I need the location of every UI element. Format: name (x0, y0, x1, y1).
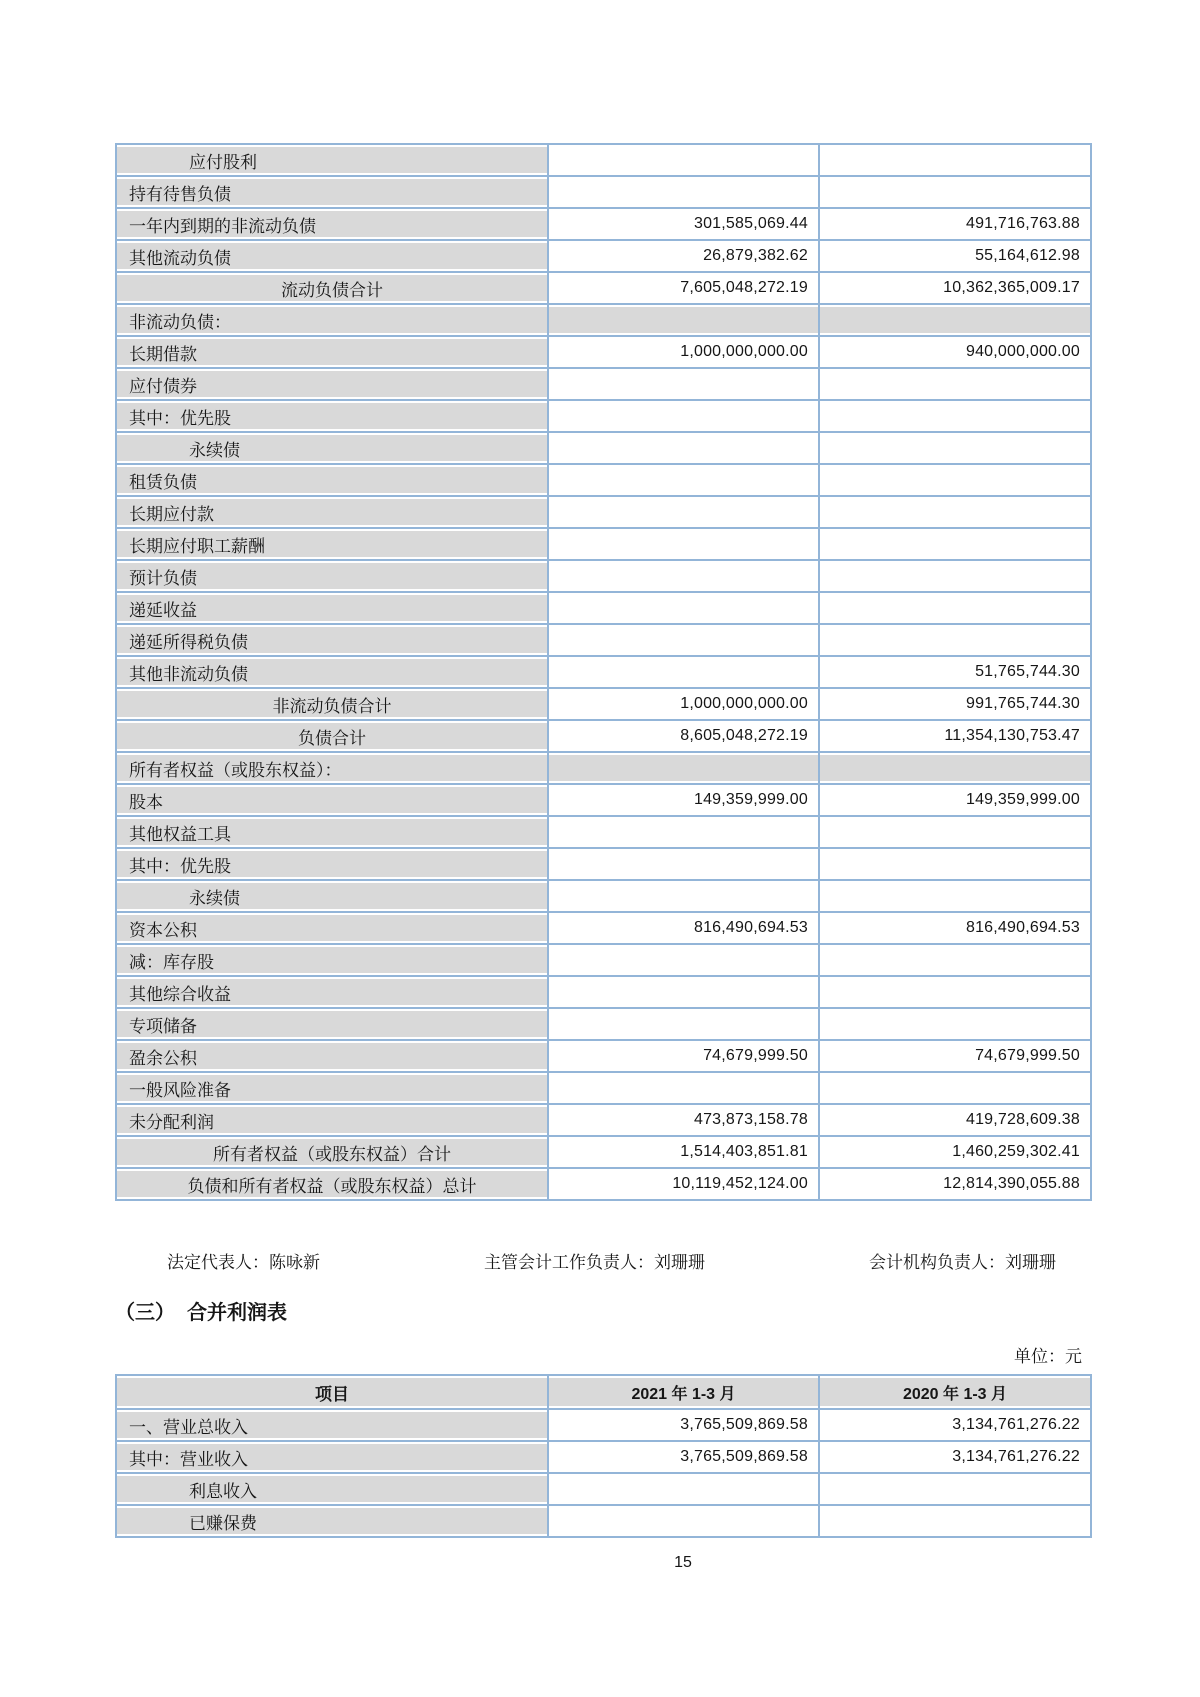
row-label-cell: 其中：优先股 (116, 848, 548, 880)
page-number: 15 (674, 1554, 692, 1571)
table-row (116, 1104, 1091, 1136)
row-label-cell: 持有待售负债 (116, 176, 548, 208)
table-row (116, 336, 1091, 368)
row-label-cell: 其他非流动负债 (116, 656, 548, 688)
row-label-cell: 所有者权益（或股东权益）： (116, 752, 548, 784)
table-row (116, 784, 1091, 816)
row-label-cell: 租赁负债 (116, 464, 548, 496)
row-label-cell: 流动负债合计 (116, 272, 548, 304)
value-cell-col2: 419,728,609.38 (819, 1104, 1091, 1136)
table-row (116, 1008, 1091, 1040)
value-cell-col2 (819, 848, 1091, 880)
value-cell-col1: 8,605,048,272.19 (548, 720, 819, 752)
value-cell-col2 (819, 368, 1091, 400)
table-row (116, 496, 1091, 528)
row-label-cell: 递延收益 (116, 592, 548, 624)
value-cell-col2: 51,765,744.30 (819, 656, 1091, 688)
value-cell-col1 (548, 1505, 819, 1537)
row-label-cell: 长期借款 (116, 336, 548, 368)
value-cell-col1: 7,605,048,272.19 (548, 272, 819, 304)
value-cell-col1 (548, 1473, 819, 1505)
value-cell-col1: 10,119,452,124.00 (548, 1168, 819, 1200)
row-label-cell: 专项储备 (116, 1008, 548, 1040)
value-cell-col2: 991,765,744.30 (819, 688, 1091, 720)
value-cell-col1 (548, 752, 819, 784)
value-cell-col1: 26,879,382.62 (548, 240, 819, 272)
table-row (116, 624, 1091, 656)
table-row (116, 400, 1091, 432)
value-cell-col1 (548, 624, 819, 656)
table-row (116, 240, 1091, 272)
table-row (116, 1040, 1091, 1072)
table-row (116, 1409, 1091, 1441)
row-label-cell: 盈余公积 (116, 1040, 548, 1072)
section-heading (115, 1296, 287, 1325)
value-cell-col1 (548, 976, 819, 1008)
row-label-cell: 应付股利 (116, 144, 548, 176)
row-label-cell: 其中：营业收入 (116, 1441, 548, 1473)
section-title: 合并利润表 (187, 1302, 287, 1324)
table-row (116, 816, 1091, 848)
row-label-cell: 未分配利润 (116, 1104, 548, 1136)
value-cell-col1 (548, 432, 819, 464)
row-label-cell: 永续债 (116, 432, 548, 464)
value-cell-col1 (548, 656, 819, 688)
row-label-cell: 一、营业总收入 (116, 1409, 548, 1441)
value-cell-col1 (548, 400, 819, 432)
table-row (116, 848, 1091, 880)
value-cell-col2 (819, 1008, 1091, 1040)
value-cell-col1: 473,873,158.78 (548, 1104, 819, 1136)
value-cell-col2 (819, 464, 1091, 496)
value-cell-col2 (819, 592, 1091, 624)
value-cell-col1: 1,000,000,000.00 (548, 336, 819, 368)
row-label-cell: 一般风险准备 (116, 1072, 548, 1104)
value-cell-col2 (819, 496, 1091, 528)
value-cell-col2 (819, 432, 1091, 464)
row-label-cell: 其他流动负债 (116, 240, 548, 272)
value-cell-col2 (819, 976, 1091, 1008)
column-header-period: 2021 年 1-3 月 (548, 1375, 819, 1409)
column-header-period: 2020 年 1-3 月 (819, 1375, 1091, 1409)
value-cell-col2: 940,000,000.00 (819, 336, 1091, 368)
table-row (116, 720, 1091, 752)
table-row (116, 144, 1091, 176)
legal-representative: 法定代表人：陈咏新 (167, 1253, 320, 1272)
row-label-cell: 负债和所有者权益（或股东权益）总计 (116, 1168, 548, 1200)
table-row (116, 1072, 1091, 1104)
value-cell-col1 (548, 816, 819, 848)
value-cell-col1 (548, 880, 819, 912)
value-cell-col2: 816,490,694.53 (819, 912, 1091, 944)
table-row (116, 944, 1091, 976)
value-cell-col1 (548, 1008, 819, 1040)
table-row (116, 1441, 1091, 1473)
row-label-cell: 减：库存股 (116, 944, 548, 976)
table-row (116, 1505, 1091, 1537)
table-row (116, 272, 1091, 304)
value-cell-col1 (548, 560, 819, 592)
table-row (116, 688, 1091, 720)
value-cell-col2: 12,814,390,055.88 (819, 1168, 1091, 1200)
row-label-cell: 一年内到期的非流动负债 (116, 208, 548, 240)
unit-note: 单位：元 (1014, 1347, 1082, 1366)
value-cell-col2: 10,362,365,009.17 (819, 272, 1091, 304)
value-cell-col1: 1,514,403,851.81 (548, 1136, 819, 1168)
value-cell-col1 (548, 1072, 819, 1104)
value-cell-col1 (548, 528, 819, 560)
column-header-item: 项目 (116, 1375, 548, 1409)
row-label-cell: 利息收入 (116, 1473, 548, 1505)
row-label-cell: 其他权益工具 (116, 816, 548, 848)
value-cell-col2 (819, 144, 1091, 176)
value-cell-col1 (548, 304, 819, 336)
value-cell-col1: 1,000,000,000.00 (548, 688, 819, 720)
value-cell-col1 (548, 592, 819, 624)
value-cell-col2 (819, 528, 1091, 560)
row-label-cell: 递延所得税负债 (116, 624, 548, 656)
value-cell-col1: 3,765,509,869.58 (548, 1409, 819, 1441)
value-cell-col1 (548, 496, 819, 528)
row-label-cell: 永续债 (116, 880, 548, 912)
row-label-cell: 非流动负债合计 (116, 688, 548, 720)
value-cell-col2: 11,354,130,753.47 (819, 720, 1091, 752)
table-row (116, 176, 1091, 208)
value-cell-col2 (819, 816, 1091, 848)
value-cell-col2: 3,134,761,276.22 (819, 1441, 1091, 1473)
table-row (116, 592, 1091, 624)
table-row (116, 464, 1091, 496)
row-label-cell: 应付债券 (116, 368, 548, 400)
value-cell-col2: 74,679,999.50 (819, 1040, 1091, 1072)
value-cell-col2 (819, 1505, 1091, 1537)
value-cell-col2: 149,359,999.00 (819, 784, 1091, 816)
value-cell-col1: 3,765,509,869.58 (548, 1441, 819, 1473)
row-label-cell: 长期应付款 (116, 496, 548, 528)
accounting-department-head: 会计机构负责人：刘珊珊 (869, 1253, 1056, 1272)
value-cell-col2: 1,460,259,302.41 (819, 1136, 1091, 1168)
value-cell-col2 (819, 624, 1091, 656)
row-label-cell: 资本公积 (116, 912, 548, 944)
row-label-cell: 非流动负债： (116, 304, 548, 336)
table-row (116, 752, 1091, 784)
value-cell-col2 (819, 752, 1091, 784)
table-row (116, 880, 1091, 912)
value-cell-col2 (819, 1072, 1091, 1104)
table-row (116, 1168, 1091, 1200)
table-row (116, 1473, 1091, 1505)
value-cell-col1: 74,679,999.50 (548, 1040, 819, 1072)
table-row (116, 528, 1091, 560)
table-row (116, 368, 1091, 400)
value-cell-col1 (548, 464, 819, 496)
value-cell-col1: 301,585,069.44 (548, 208, 819, 240)
row-label-cell: 其中：优先股 (116, 400, 548, 432)
row-label-cell: 股本 (116, 784, 548, 816)
row-label-cell: 长期应付职工薪酬 (116, 528, 548, 560)
table-header-row (116, 1375, 1091, 1409)
value-cell-col1 (548, 176, 819, 208)
signature-line (115, 1248, 1090, 1273)
table-row (116, 560, 1091, 592)
income-statement-table (115, 1374, 1092, 1538)
value-cell-col2 (819, 944, 1091, 976)
table-row (116, 432, 1091, 464)
value-cell-col2 (819, 1473, 1091, 1505)
table-row (116, 656, 1091, 688)
section-index: （三） (115, 1302, 175, 1324)
value-cell-col2 (819, 400, 1091, 432)
table-row (116, 912, 1091, 944)
row-label-cell: 其他综合收益 (116, 976, 548, 1008)
table-row (116, 304, 1091, 336)
row-label-cell: 预计负债 (116, 560, 548, 592)
chief-accounting-officer: 主管会计工作负责人：刘珊珊 (484, 1253, 705, 1272)
table-row (116, 1136, 1091, 1168)
value-cell-col2 (819, 880, 1091, 912)
value-cell-col2: 55,164,612.98 (819, 240, 1091, 272)
table-row (116, 208, 1091, 240)
value-cell-col1 (548, 368, 819, 400)
value-cell-col2 (819, 304, 1091, 336)
row-label-cell: 所有者权益（或股东权益）合计 (116, 1136, 548, 1168)
value-cell-col1 (548, 144, 819, 176)
value-cell-col2: 3,134,761,276.22 (819, 1409, 1091, 1441)
row-label-cell: 已赚保费 (116, 1505, 548, 1537)
value-cell-col1: 816,490,694.53 (548, 912, 819, 944)
value-cell-col2 (819, 176, 1091, 208)
value-cell-col1: 149,359,999.00 (548, 784, 819, 816)
value-cell-col1 (548, 944, 819, 976)
balance-sheet-table (115, 143, 1092, 1201)
value-cell-col2: 491,716,763.88 (819, 208, 1091, 240)
table-row (116, 976, 1091, 1008)
value-cell-col1 (548, 848, 819, 880)
value-cell-col2 (819, 560, 1091, 592)
row-label-cell: 负债合计 (116, 720, 548, 752)
